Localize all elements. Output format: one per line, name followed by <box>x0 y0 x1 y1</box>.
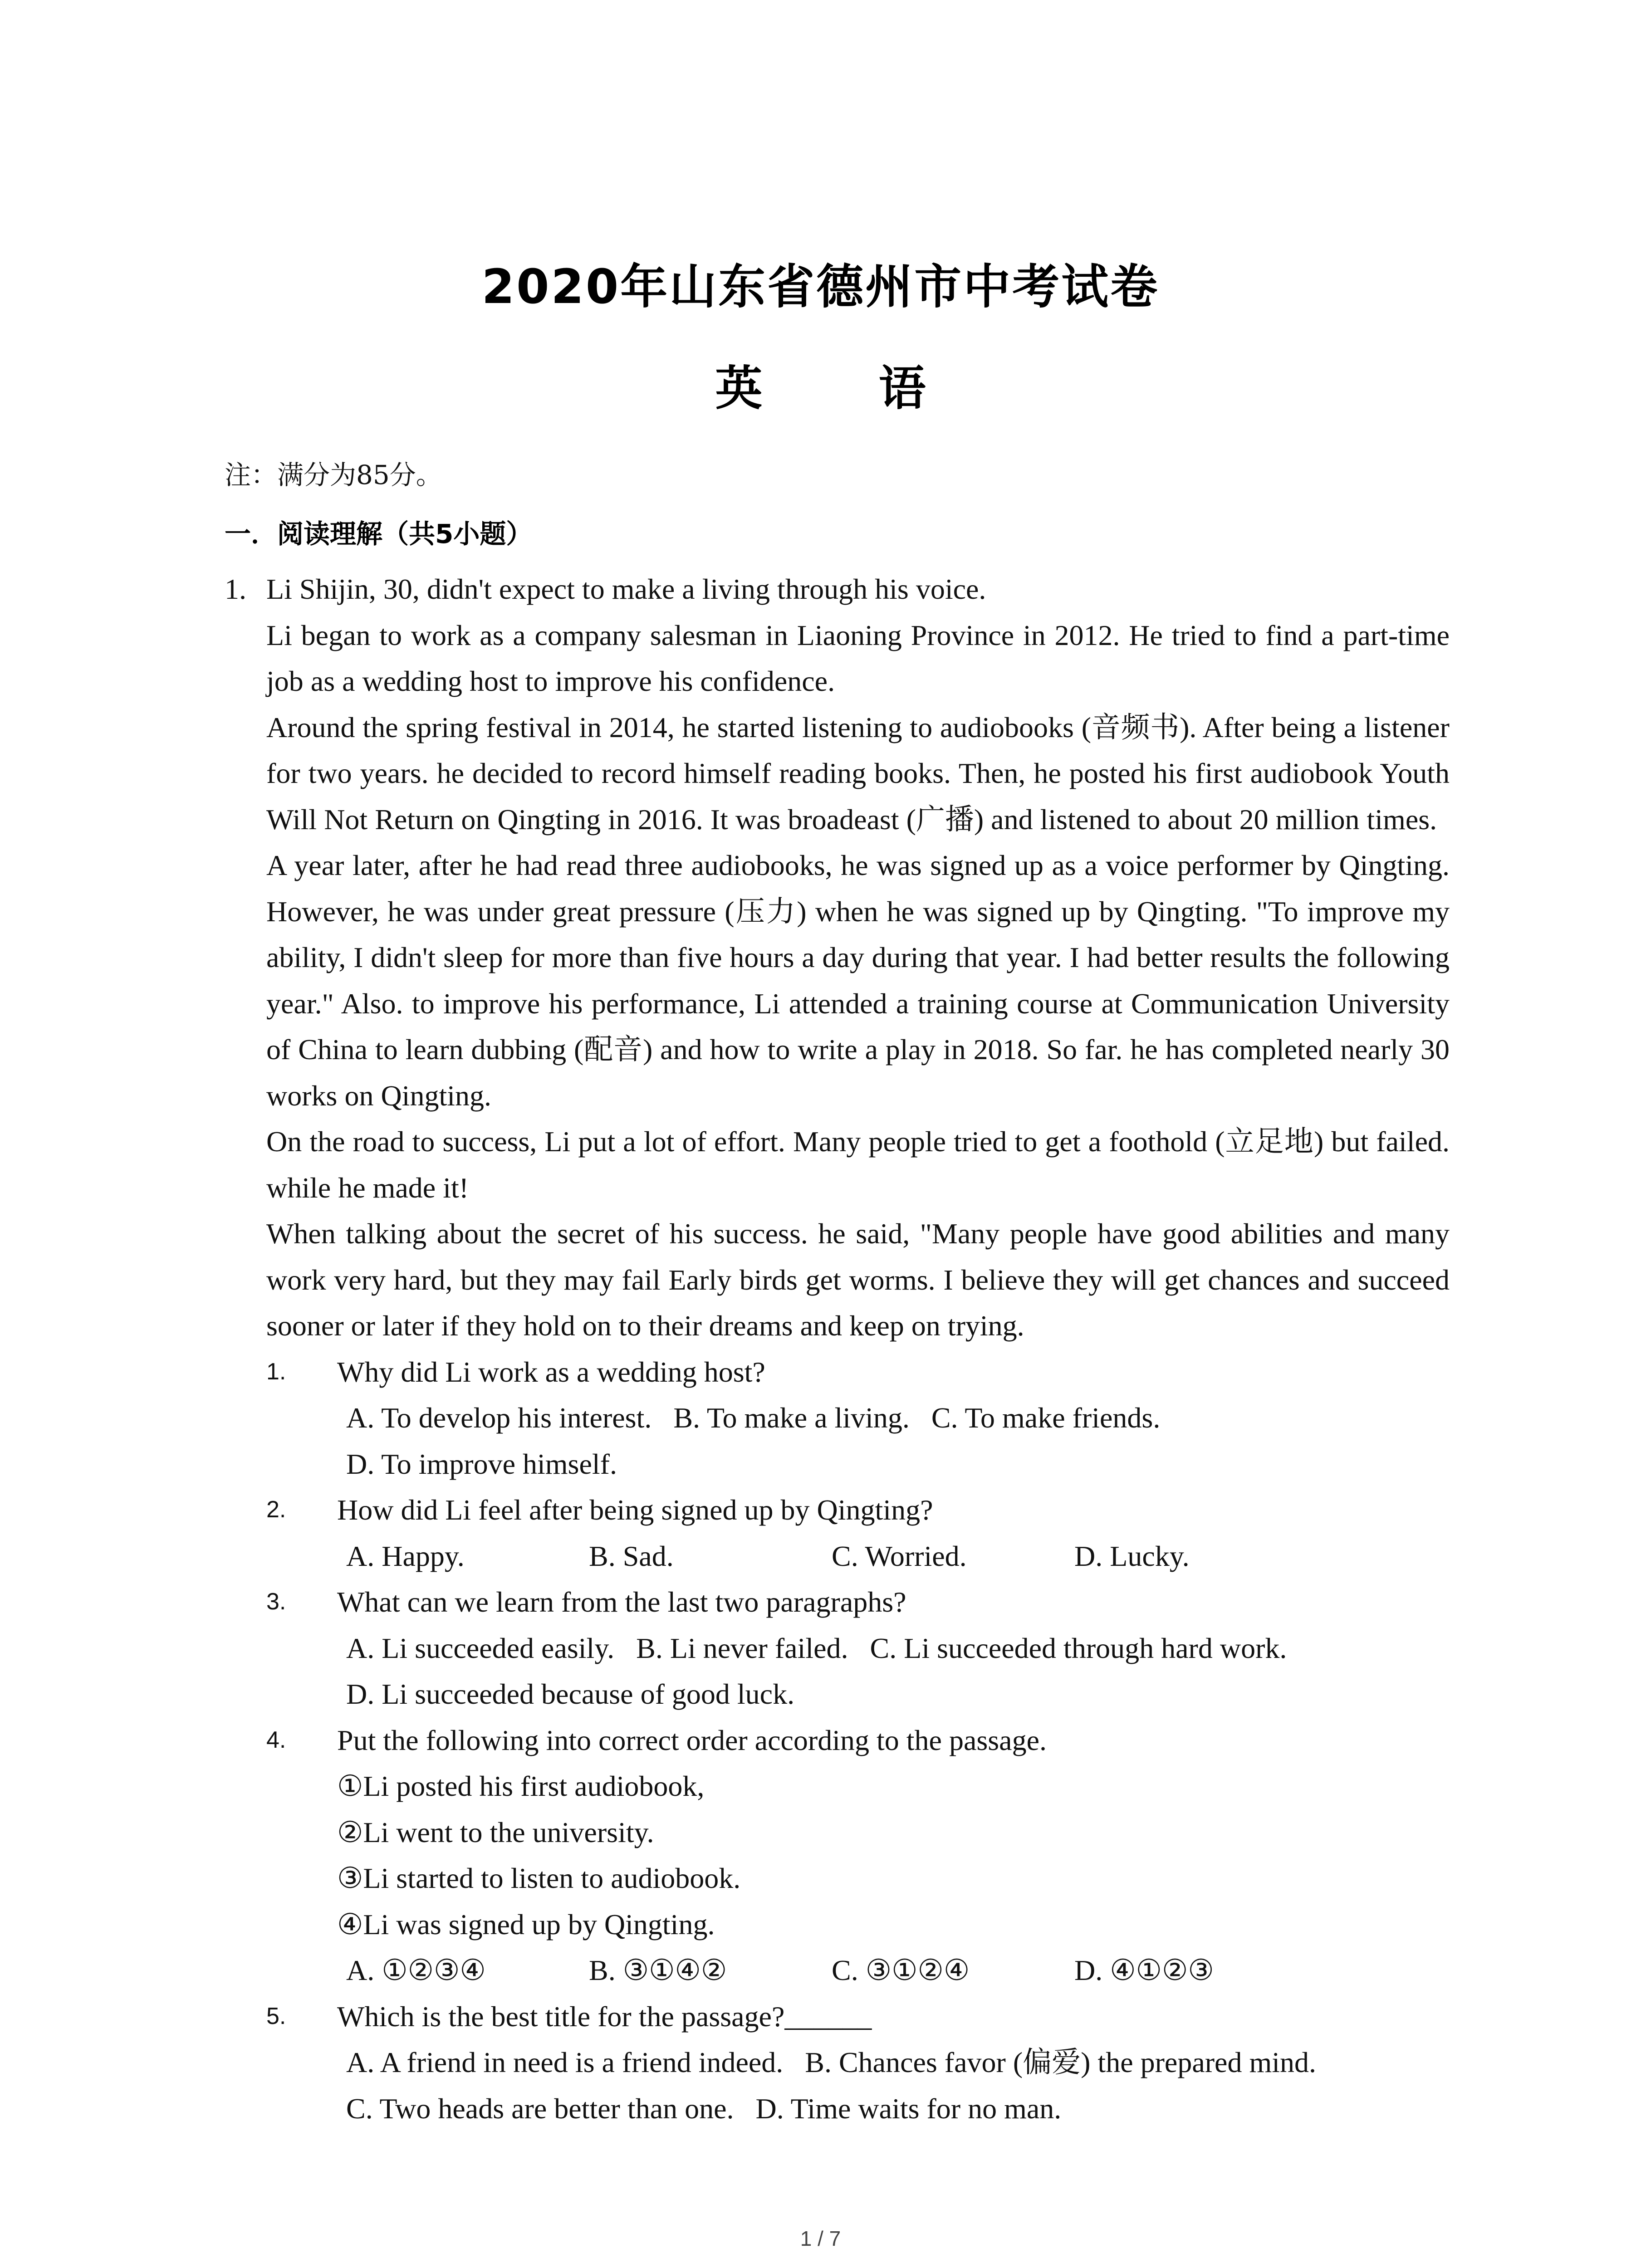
order-item: ①Li posted his first audiobook, <box>337 1770 705 1802</box>
option-line: C. Two heads are better than one. D. Time waits for no man. <box>346 2092 1062 2125</box>
order-item: ③Li started to listen to audiobook. <box>337 1862 741 1894</box>
sub-question-number: 4. <box>266 1726 286 1753</box>
sub-question-text: Why did Li work as a wedding host? <box>337 1355 765 1388</box>
option-line: A. To develop his interest. B. To make a living. C. To make friends. <box>346 1402 1161 1434</box>
option-c: C. Worried. <box>832 1540 967 1572</box>
sub-question-2 <box>225 1487 1450 1533</box>
sub-question-3 <box>225 1579 1450 1625</box>
option-d: D. ④①②③ <box>1074 1954 1214 1986</box>
question-first-line <box>225 566 1450 612</box>
option-b: B. ③①④② <box>589 1954 727 1986</box>
sub-question-text: Which is the best title for the passage?______ <box>337 2000 872 2033</box>
passage-paragraph: On the road to success, Li put a lot of effort. Many people tried to get a foothold (立足地) but failed. while he made it! <box>266 1125 1450 1204</box>
passage-paragraph: Li began to work as a company salesman in Liaoning Province in 2012. He tried to find a part-time job as a wedding host to improve his confidence. <box>266 619 1450 697</box>
option-line: A. A friend in need is a friend indeed. B. Chances favor (偏爱) the prepared mind. <box>346 2046 1317 2078</box>
question-number: 1. <box>225 573 246 605</box>
option-b: B. Sad. <box>589 1540 674 1572</box>
option-line: D. Li succeeded because of good luck. <box>346 1678 795 1710</box>
sub-question-number: 5. <box>266 2003 286 2029</box>
option-line: D. To improve himself. <box>346 1447 617 1480</box>
passage-paragraph: A year later, after he had read three audiobooks, he was signed up as a voice performer by Qingting. However, he was under great pressure (压力) when he was signed up by Qingting. "To improve my ability, I didn't sleep for more than five hours a day during that year. I had better results the following year." Also. to improve his performance, Li attended a training course at Communication University of China to learn dubbing (配音) and how to write a play in 2018. So far. he has completed nearly 30 works on Qingting. <box>266 849 1450 1112</box>
option-a: A. Happy. <box>346 1540 465 1572</box>
question-block <box>225 566 1450 2131</box>
sub-question-text: How did Li feel after being signed up by Qingting? <box>337 1494 933 1526</box>
exam-title: 2020年山东省德州市中考试卷 <box>481 259 1160 314</box>
option-row <box>225 1947 1450 1994</box>
score-note: 注：满分为85分。 <box>225 459 442 490</box>
order-item: ④Li was signed up by Qingting. <box>337 1908 715 1941</box>
option-d: D. Lucky. <box>1074 1540 1190 1572</box>
option-c: C. ③①②④ <box>832 1954 970 1986</box>
sub-question-number: 3. <box>266 1589 286 1615</box>
sub-question-4 <box>225 1717 1450 1764</box>
section-heading: 一．阅读理解（共5小题） <box>225 518 533 549</box>
exam-subject: 英 语 <box>715 361 976 416</box>
sub-question-number: 1. <box>266 1358 286 1385</box>
question-opening-sentence: Li Shijin, 30, didn't expect to make a living through his voice. <box>266 573 986 605</box>
page-number: 1 / 7 <box>800 2227 841 2250</box>
sub-question-5 <box>225 1994 1450 2040</box>
sub-question-text: What can we learn from the last two paragraphs? <box>337 1586 906 1618</box>
order-item: ②Li went to the university. <box>337 1816 654 1848</box>
option-line: A. Li succeeded easily. B. Li never failed. C. Li succeeded through hard work. <box>346 1632 1287 1664</box>
passage-paragraph: When talking about the secret of his success. he said, "Many people have good abilities and many work very hard, but they may fail Early birds get worms. I believe they will get chances and succeed sooner or later if they hold on to their dreams and keep on trying. <box>266 1217 1450 1342</box>
sub-question-text: Put the following into correct order according to the passage. <box>337 1724 1047 1756</box>
option-row <box>225 1533 1450 1579</box>
sub-question-number: 2. <box>266 1496 286 1523</box>
option-a: A. ①②③④ <box>346 1954 486 1986</box>
sub-question-1 <box>225 1349 1450 1395</box>
passage-paragraph: Around the spring festival in 2014, he started listening to audiobooks (音频书). After being a listener for two years. he decided to record himself reading books. Then, he posted his first audiobook Youth Will Not Return on Qingting in 2016. It was broadeast (广播) and listened to about 20 million times. <box>266 711 1450 836</box>
